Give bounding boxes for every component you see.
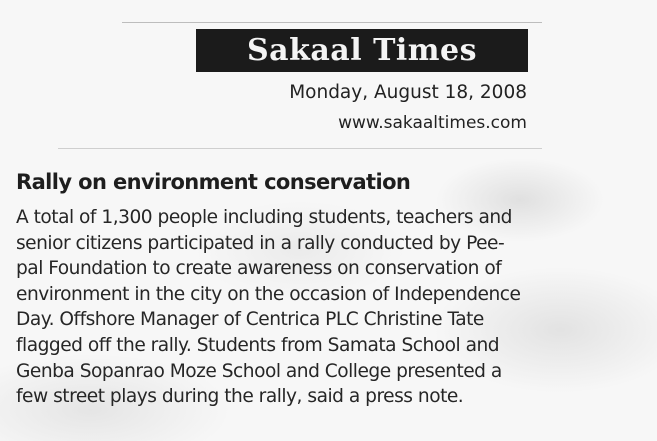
article-body — [16, 205, 646, 410]
article-line: A total of 1,300 people including students, teachers and — [16, 207, 512, 228]
masthead-title: Sakaal Times — [246, 32, 478, 68]
article-line: flagged off the rally. Students from Samata School and — [16, 334, 500, 356]
article-line: few street plays during the rally, said a press note. — [16, 386, 464, 408]
article-line: pal Foundation to create awareness on conservation of — [16, 258, 502, 280]
publication-date: Monday, August 18, 2008 — [289, 82, 527, 103]
article-line: Genba Sopanrao Moze School and College presented a — [16, 360, 502, 382]
article-headline: Rally on environment conservation — [16, 170, 411, 194]
masthead-banner — [196, 29, 528, 72]
section-rule — [58, 148, 542, 149]
publication-website: www.sakaaltimes.com — [338, 113, 527, 133]
article-line: Day. Offshore Manager of Centrica PLC Christine Tate — [16, 309, 484, 331]
top-rule — [122, 22, 542, 23]
article-line: environment in the city on the occasion of Independence — [16, 283, 521, 305]
article-line: senior citizens participated in a rally conducted by Pee- — [16, 232, 505, 254]
